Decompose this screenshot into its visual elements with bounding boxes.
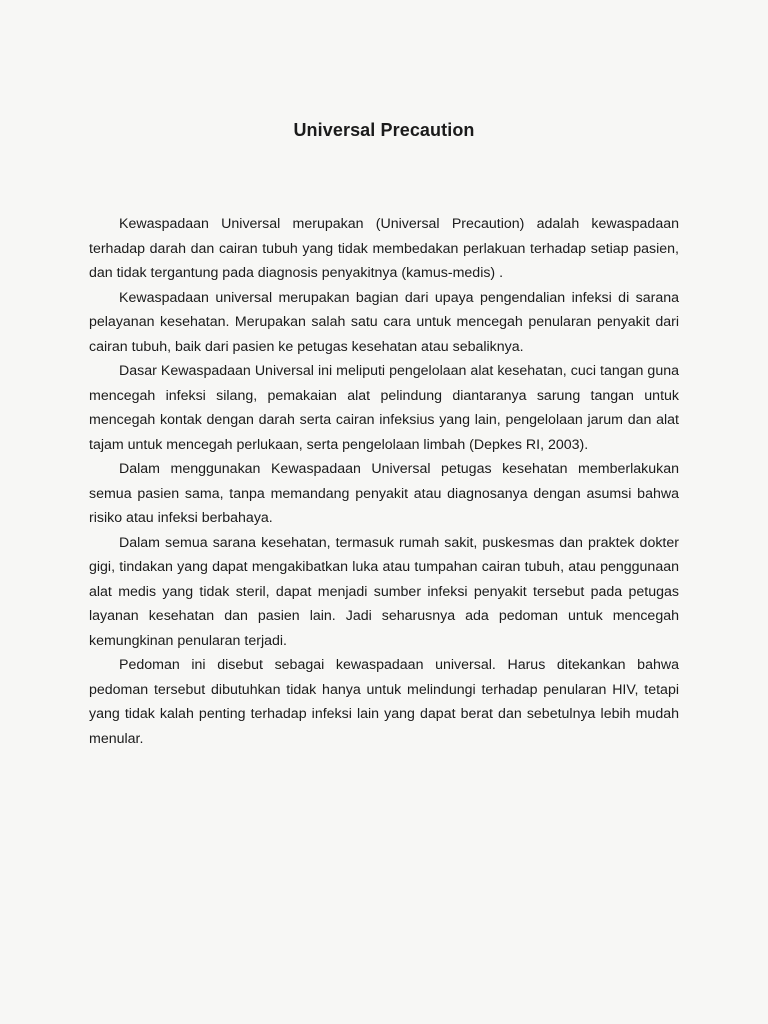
paragraph: Dalam semua sarana kesehatan, termasuk rumah sakit, puskesmas dan praktek dokter gigi, tindakan yang dapat mengakibatkan luka atau tumpahan cairan tubuh, atau penggunaan alat medis yang tidak steril, dapat menjadi sumber infeksi penyakit tersebut pada petugas layanan kesehatan dan pasien lain. Jadi seharusnya ada pedoman untuk mencegah kemungkinan penularan terjadi. — [89, 534, 679, 649]
paragraph: Kewaspadaan universal merupakan bagian dari upaya pengendalian infeksi di sarana pelayanan kesehatan. Merupakan salah satu cara untuk mencegah penularan penyakit dari cairan tubuh, baik dari pasien ke petugas kesehatan atau sebaliknya. — [89, 289, 679, 355]
paragraph: Dasar Kewaspadaan Universal ini meliputi pengelolaan alat kesehatan, cuci tangan guna mencegah infeksi silang, pemakaian alat pelindung diantaranya sarung tangan untuk mencegah kontak dengan darah serta cairan infeksius yang lain, pengelolaan jarum dan alat tajam untuk mencegah perlukaan, serta pengelolaan limbah (Depkes RI, 2003). — [89, 363, 679, 453]
paragraph: Dalam menggunakan Kewaspadaan Universal petugas kesehatan memberlakukan semua pasien sama, tanpa memandang penyakit atau diagnosanya dengan asumsi bahwa risiko atau infeksi berbahaya. — [89, 461, 679, 526]
paragraph: Pedoman ini disebut sebagai kewaspadaan universal. Harus ditekankan bahwa pedoman tersebut dibutuhkan tidak hanya untuk melindungi terhadap penularan HIV, tetapi yang tidak kalah penting terhadap infeksi lain yang dapat berat dan sebetulnya lebih mudah menular. — [89, 657, 679, 747]
document-body — [89, 212, 679, 751]
paragraph: Kewaspadaan Universal merupakan (Universal Precaution) adalah kewaspadaan terhadap darah dan cairan tubuh yang tidak membedakan perlakuan terhadap setiap pasien, dan tidak tergantung pada diagnosis penyakitnya (kamus-medis) . — [89, 216, 679, 281]
page-title: Universal Precaution — [293, 120, 475, 140]
